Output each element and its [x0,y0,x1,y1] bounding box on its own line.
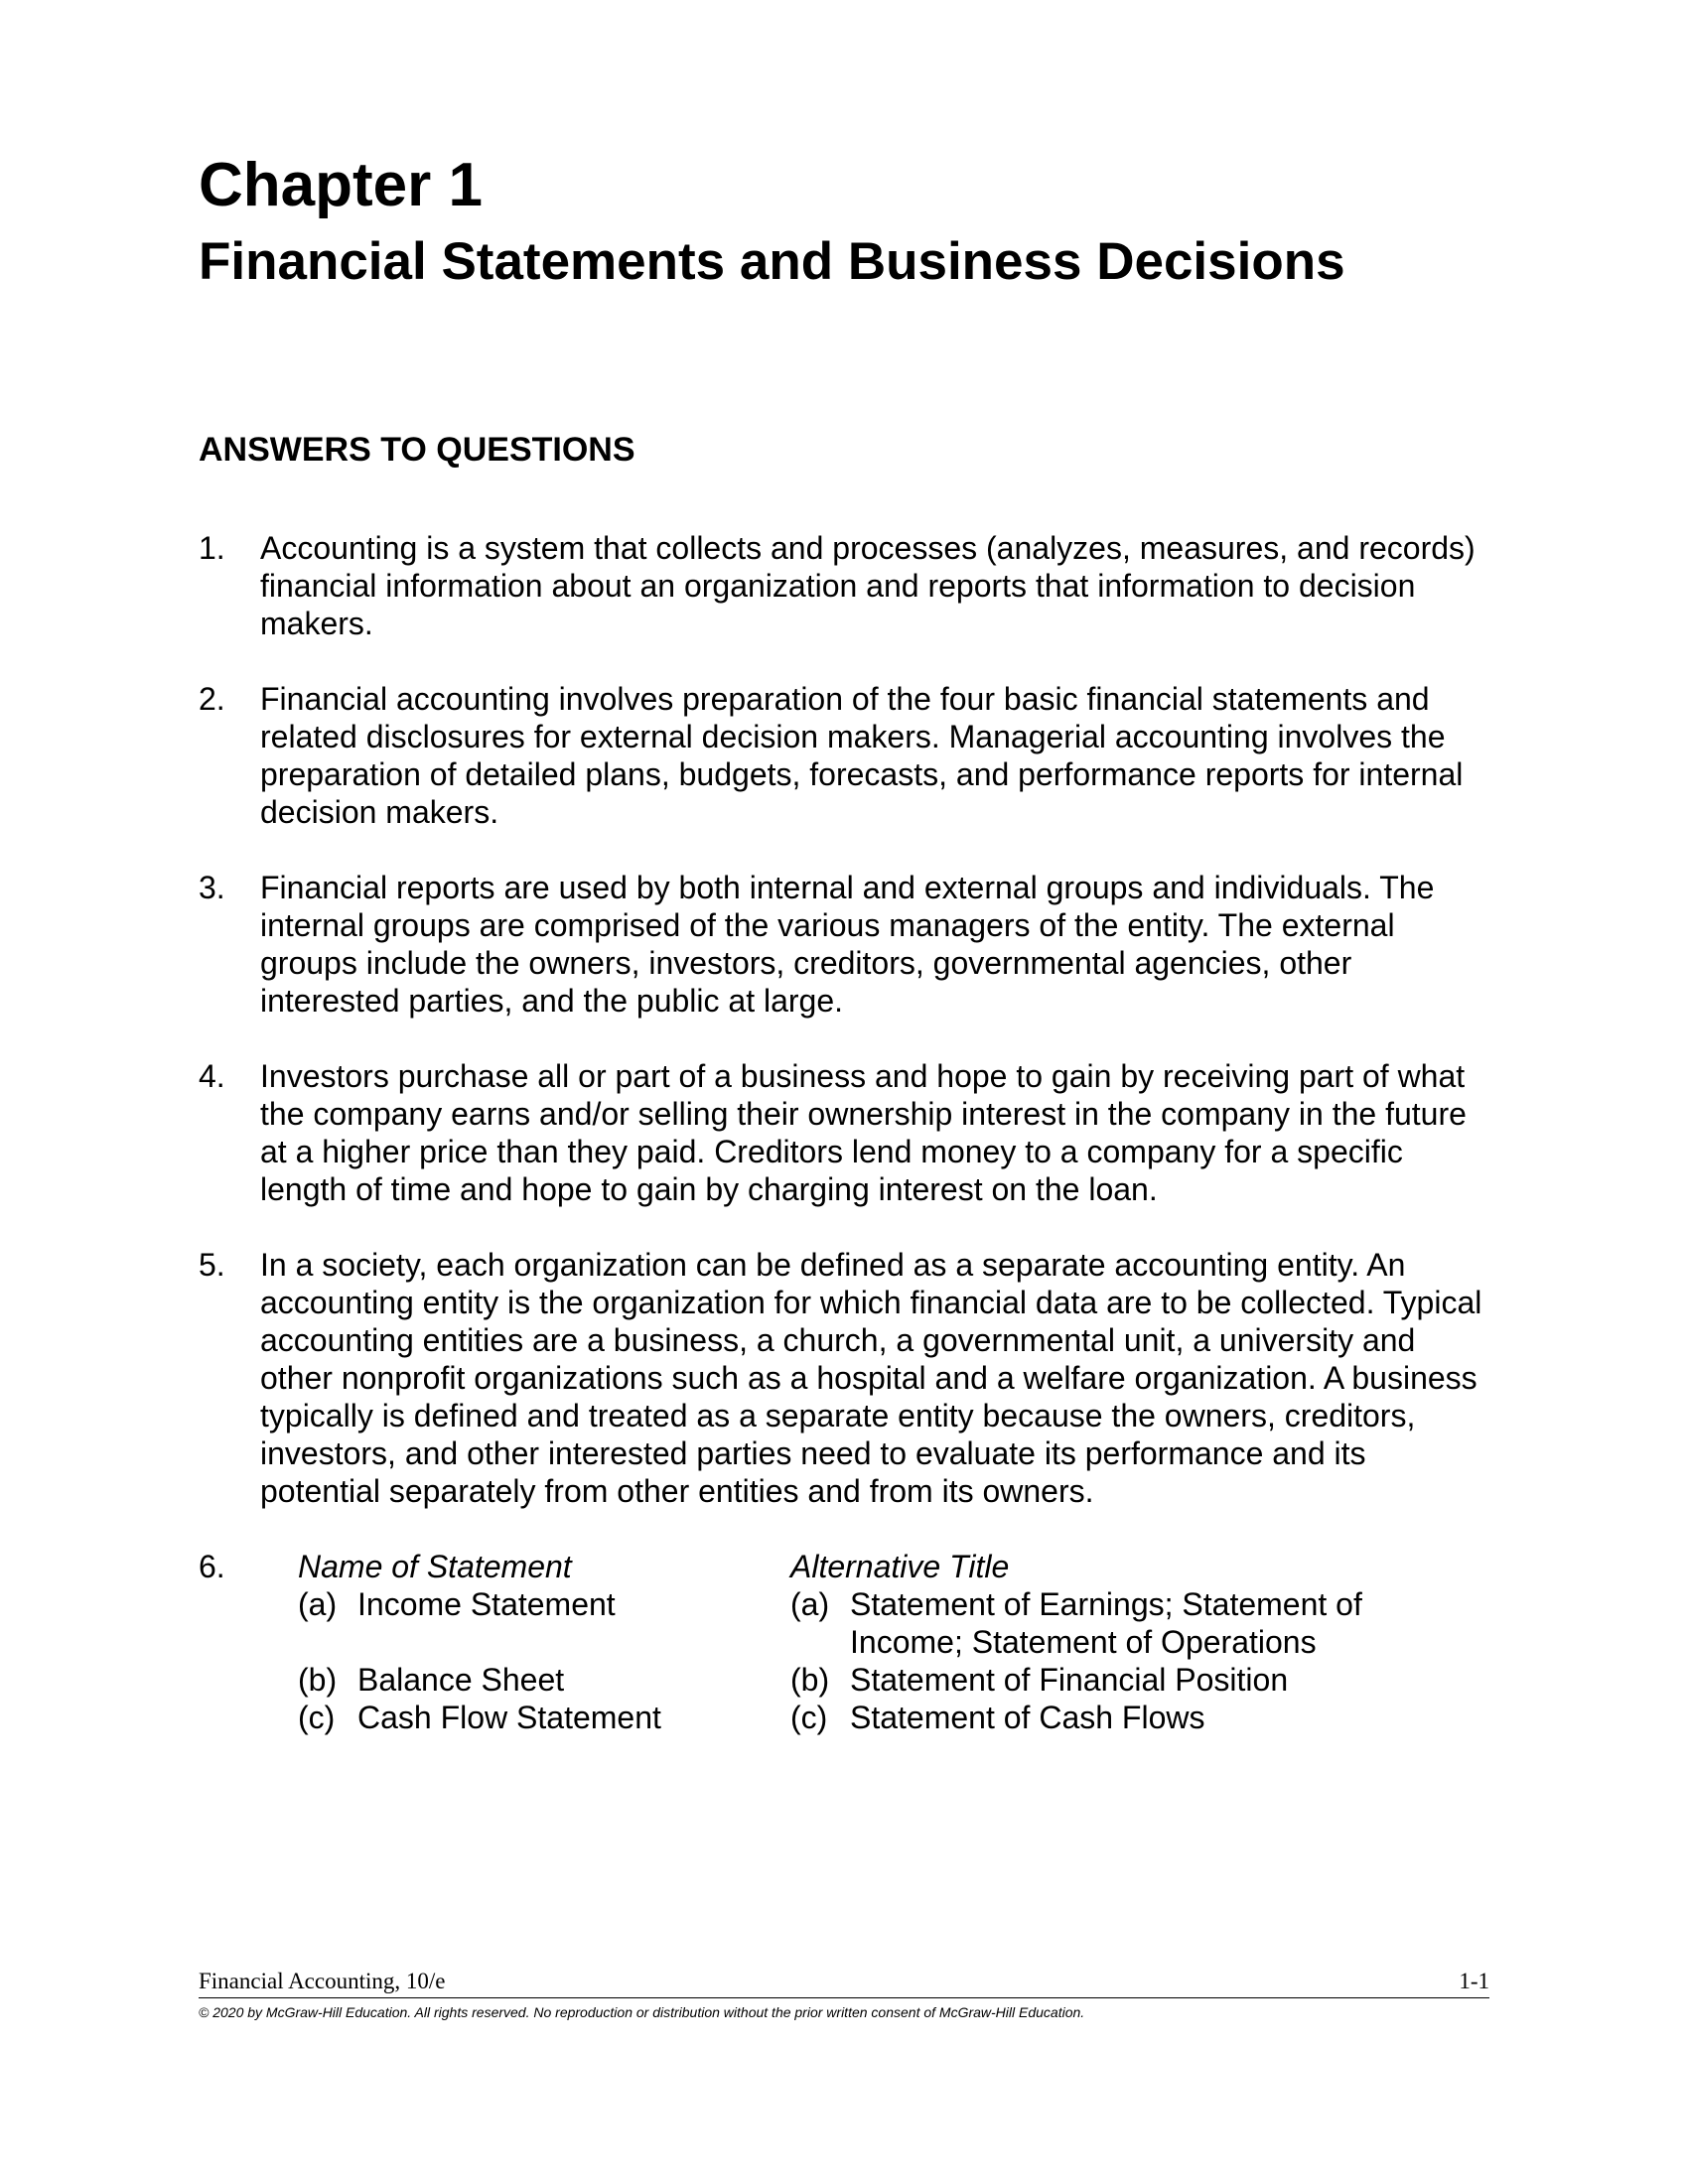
answer-text: Investors purchase all or part of a business and hope to gain by receiving part of what the company earns and/or selling their ownership interest in the company in the future at a higher price than they paid. Creditors lend money to a company for a specific length of time and hope to gain by charging interest on the loan. [260,1058,1467,1207]
document-page [199,0,1489,2184]
answer-number: 3. [199,870,225,905]
footer-book-title: Financial Accounting, 10/e [199,1969,446,1993]
answer-number: 4. [199,1058,225,1094]
answer-number: 1. [199,530,225,566]
alternative-title: Statement of Earnings; Statement of Income; Statement of Operations [850,1586,1362,1660]
page-footer [199,1968,1489,2020]
row-letter: (c) [790,1700,828,1735]
row-letter: (a) [298,1586,338,1622]
answer-text: In a society, each organization can be defined as a separate accounting entity. An accounting entity is the organization for which financial data are to be collected. Typical accounting entities are a business, a church, a governmental unit, a university and other nonprofit organizations such as a hospital and a welfare organization. A business typically is defined and treated as a separate entity because the owners, creditors, investors, and other interested parties need to evaluate its performance and its potential separately from other entities and from its owners. [260,1247,1482,1509]
chapter-title: Chapter 1 [199,151,483,219]
alternative-title-column [790,1548,1436,1736]
answer-item [199,1246,1489,1510]
answer-item [199,1057,1489,1208]
copyright-notice: © 2020 by McGraw-Hill Education. All rights reserved. No reproduction or distribution without the prior written consent of McGraw-Hill Education. [199,2004,1085,2020]
answer-item [199,680,1489,831]
column-header: Alternative Title [790,1549,1010,1584]
row-letter: (a) [790,1586,830,1622]
alternative-title: Statement of Financial Position [850,1662,1289,1698]
column-header: Name of Statement [298,1549,572,1584]
answers-list [199,529,1489,1736]
statement-name: Income Statement [357,1586,616,1622]
alternative-title: Statement of Cash Flows [850,1700,1205,1735]
answer-text: Financial accounting involves preparation of the four basic financial statements and related disclosures for external decision makers. Managerial accounting involves the preparation of detailed plans, budgets, forecasts, and performance reports for internal decision makers. [260,681,1464,830]
statement-name-row [298,1585,784,1623]
row-letter: (b) [298,1662,338,1698]
answer-number: 5. [199,1247,225,1283]
footer-page-number: 1-1 [1459,1969,1489,1993]
footer-line [199,1968,1489,1998]
answer-item [199,529,1489,642]
section-heading: ANSWERS TO QUESTIONS [199,431,635,469]
answer-text: Financial reports are used by both internal and external groups and individuals. The internal groups are comprised of the various managers of the entity. The external groups include the owners, investors, creditors, governmental agencies, other interested parties, and the public at large. [260,870,1435,1019]
answer-text: Accounting is a system that collects and processes (analyzes, measures, and records) financial information about an organization and reports that information to decision makers. [260,530,1476,641]
alternative-title-row [790,1699,1436,1736]
answer-number: 6. [199,1549,225,1584]
statement-name-row [298,1699,784,1736]
statement-titles-table [199,1548,1489,1736]
statement-name: Cash Flow Statement [357,1700,661,1735]
answer-number: 2. [199,681,225,717]
row-letter: (c) [298,1700,336,1735]
chapter-subtitle: Financial Statements and Business Decisions [199,232,1345,291]
row-letter: (b) [790,1662,830,1698]
answer-item [199,869,1489,1020]
alternative-title-row [790,1661,1436,1699]
alternative-title-row [790,1585,1386,1661]
statement-name-column [298,1548,784,1736]
statement-name: Balance Sheet [357,1662,565,1698]
statement-name-row [298,1661,784,1699]
